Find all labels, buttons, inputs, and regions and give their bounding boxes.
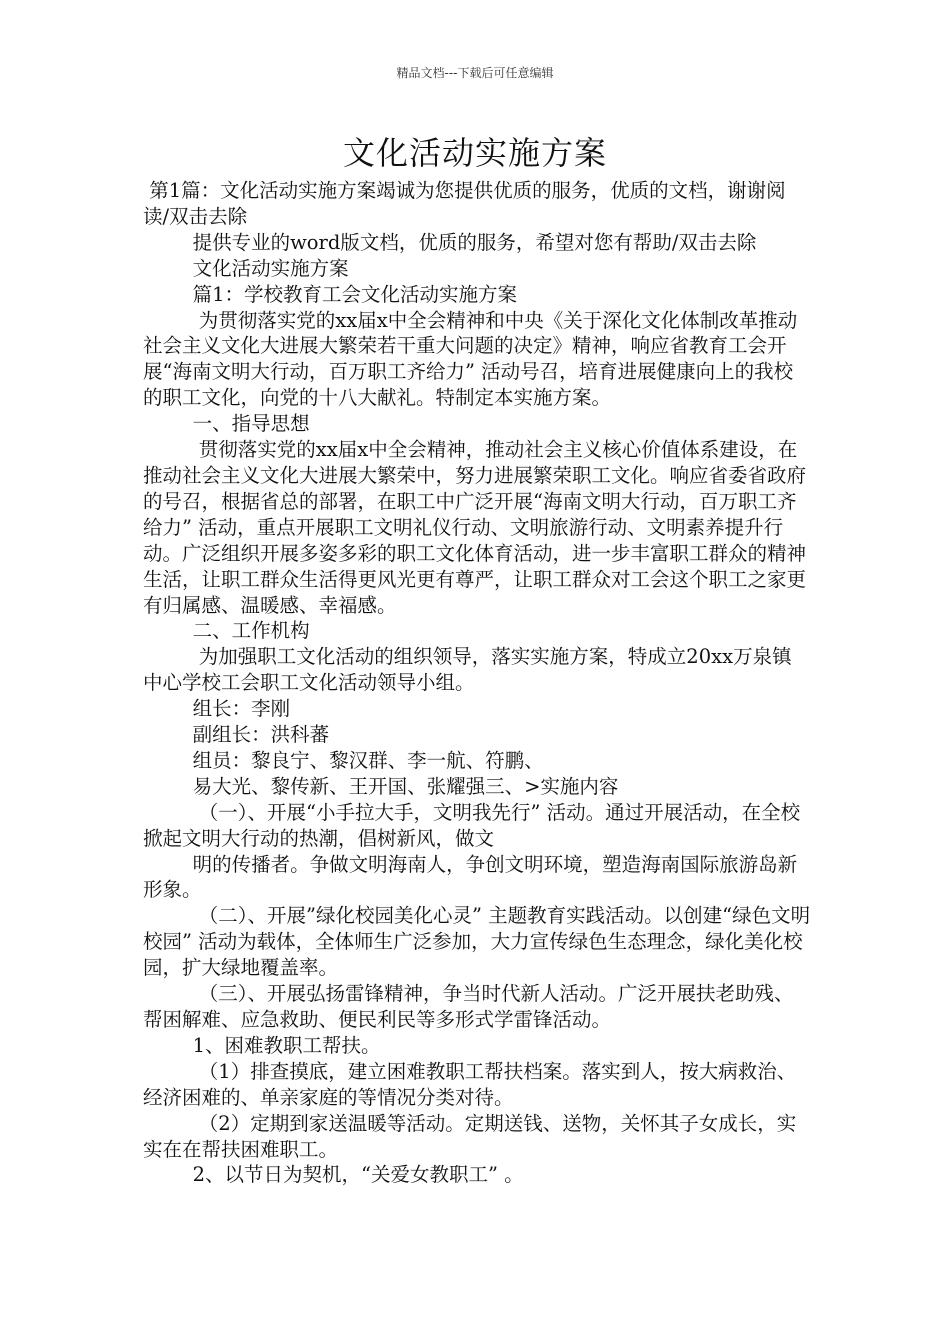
paragraph: 2、以节日为契机，“关爱女教职工” 。	[143, 1163, 524, 1187]
paragraph: 提供专业的word版文档，优质的服务，希望对您有帮助/双击去除	[143, 230, 757, 254]
paragraph: 为贯彻落实党的xx届x中全会精神和中央《关于深化文化体制改革推动社会主义文化大进展大繁荣若干重大问题的决定》精神，响应省教育工会开展“海南文明大行动，百万职工齐给力” 活动号召，培育进展健康向上的我校的职工文化，向党的十八大献礼。特制定本实施方案。	[143, 308, 798, 410]
paragraph: （一）、开展“小手拉大手，文明我先行” 活动。通过开展活动，在全校掀起文明大行动的热潮，倡树新风，做文	[143, 800, 801, 850]
paragraph: （二）、开展”绿化校园美化心灵” 主题教育实践活动。以创建“绿色文明校园” 活动为载体，全体师生广泛参加，大力宣传绿色生态理念，绿化美化校园，扩大绿地覆盖率。	[143, 904, 811, 980]
section-heading: 二、工作机构	[143, 619, 310, 643]
paragraph: 明的传播者。争做文明海南人，争创文明环境，塑造海南国际旅游岛新形象。	[143, 852, 798, 902]
document-title: 文化活动实施方案	[342, 134, 607, 172]
section-heading: 一、指导思想	[143, 412, 310, 436]
paragraph: 1、困难教职工帮扶。	[143, 1033, 381, 1057]
paragraph: 文化活动实施方案	[143, 256, 349, 280]
paragraph: 组长：李刚	[143, 697, 291, 721]
paragraph: 易大光、黎传新、王开国、张耀强三、>实施内容	[143, 774, 619, 798]
paragraph: （三）、开展弘扬雷锋精神，争当时代新人活动。广泛开展扶老助残、帮困解难、应急救助、便民利民等多形式学雷锋活动。	[143, 982, 794, 1031]
paragraph: 为加强职工文化活动的组织领导，落实实施方案，特成立20xx万泉镇中心学校工会职工文化活动领导小组。	[143, 645, 792, 695]
paragraph: （2）定期到家送温暖等活动。定期送钱、送物，关怀其子女成长，实实在在帮扶困难职工。	[143, 1111, 797, 1161]
paragraph: （1）排查摸底，建立困难教职工帮扶档案。落实到人，按大病救治、经济困难的、单亲家庭的等情况分类对待。	[143, 1059, 797, 1109]
page-header: 精品文档---下载后可任意编辑	[396, 66, 554, 80]
paragraph: 篇1：学校教育工会文化活动实施方案	[143, 282, 518, 306]
document-body	[143, 178, 811, 1188]
paragraph: 组员：黎良宁、黎汉群、李一航、符鹏、	[143, 748, 544, 772]
paragraph: 贯彻落实党的xx届x中全会精神，推动社会主义核心价值体系建设，在推动社会主义文化大进展大繁荣中，努力进展繁荣职工文化。响应省委省政府的号召，根据省总的部署，在职工中广泛开展“海南文明大行动，百万职工齐给力” 活动，重点开展职工文明礼仪行动、文明旅游行动、文明素养提升行动。广泛组织开展多姿多彩的职工文化体育活动，进一步丰富职工群众的精神生活，让职工群众生活得更风光更有尊严，让职工群众对工会这个职工之家更有归属感、温暖感、幸福感。	[143, 438, 807, 617]
paragraph: 副组长：洪科蕃	[143, 723, 330, 747]
paragraph: 第1篇：文化活动实施方案竭诚为您提供优质的服务，优质的文档，谢谢阅读/双击去除	[143, 179, 786, 228]
